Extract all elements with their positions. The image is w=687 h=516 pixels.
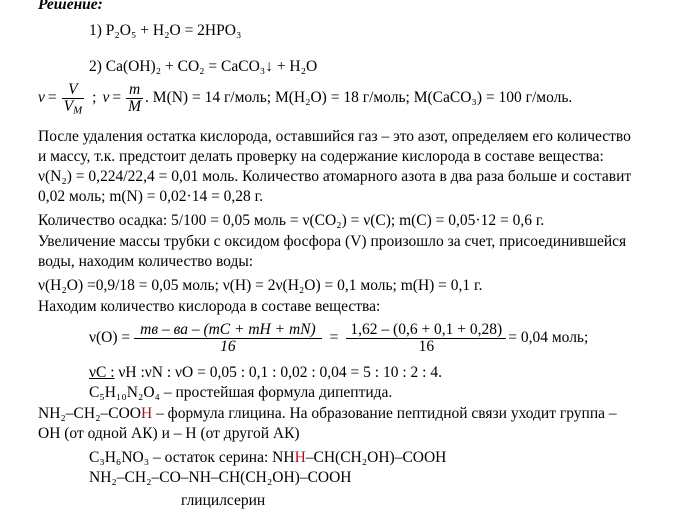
oxygen-denominator-1: 16 bbox=[220, 337, 236, 355]
equation-2: 2) Ca(OH)₂ + CO₂ = CaCO₃↓ + H₂O bbox=[89, 58, 318, 75]
fraction-v-over-vm bbox=[62, 82, 85, 115]
paragraph-3-line-4: Находим количество кислорода в составе вещества: bbox=[38, 298, 381, 315]
ratio-nu-c: νC : bbox=[89, 364, 115, 381]
oxygen-denominator-2: 16 bbox=[418, 337, 435, 355]
nu-symbol-2: ν bbox=[102, 89, 110, 106]
nu-symbol: ν bbox=[38, 89, 45, 106]
dipeptide-formula: NH₂–CH₂–CO–NH–CH(CH₂OH)–COOH bbox=[89, 469, 352, 486]
oxygen-equation bbox=[89, 318, 588, 358]
fraction-denominator-M: M bbox=[128, 97, 142, 115]
paragraph-1-line-1: После удаления остатка кислорода, оставшийся газ – это азот, определяем его количество bbox=[38, 128, 631, 145]
equation-1: 1) P₂O₅ + H₂O = 2HPO₃ bbox=[89, 22, 242, 39]
fraction-numerator-m: m bbox=[126, 82, 143, 99]
simplest-formula: C₅H₁₀N₂O₄ – простейшая формула дипептида. bbox=[89, 384, 393, 401]
oxygen-numerator-2: 1,62 – (0,6 + 0,1 + 0,28) bbox=[346, 322, 506, 339]
highlighted-h: H bbox=[140, 405, 153, 422]
highlighted-h-serine: H bbox=[294, 449, 306, 466]
equals-sign: = bbox=[47, 89, 57, 106]
serine-line: C₃H₆NO₃ – остаток серина: NHH–CH(CH₂OH)–COOH bbox=[89, 449, 447, 466]
fraction-m-over-m bbox=[126, 82, 143, 115]
oxygen-fraction-1 bbox=[134, 322, 322, 355]
separator: ; bbox=[92, 89, 97, 106]
paragraph-1-line-3: ν(N₂) = 0,224/22,4 = 0,01 моль. Количество атомарного азота в два раза больше и составит bbox=[38, 168, 632, 185]
fraction-numerator-v: V bbox=[62, 82, 85, 99]
solution-heading: Решение: bbox=[38, 0, 103, 13]
dipeptide-name: глицилсерин bbox=[181, 492, 266, 509]
paragraph-3-line-1: Увеличение массы трубки с оксидом фосфора (V) произошло за счет, присоединившейся bbox=[38, 233, 627, 250]
oxygen-numerator-1: тв – ва – (mC + mH + mN) bbox=[134, 322, 322, 339]
paragraph-1-line-2: и массу, т.к. предстоит делать проверку на содержание кислорода в составе вещества: bbox=[38, 148, 604, 165]
glycine-line-2: OH (от одной АК) и – H (от другой АК) bbox=[38, 425, 300, 442]
precipitate-line: Количество осадка: 5/100 = 0,05 моль = ν(CO₂) = ν(C); m(C) = 0,05·12 = 0,6 г. bbox=[38, 212, 545, 229]
molar-masses: . M(N) = 14 г/моль; M(H₂O) = 18 г/моль; M(CaCO₃) = 100 г/моль. bbox=[145, 89, 573, 106]
ratio-rest: νH :νN : νO = 0,05 : 0,1 : 0,02 : 0,04 = 5 : 10 : 2 : 4. bbox=[114, 364, 442, 381]
paragraph-3-line-3: ν(H₂O) =0,9/18 = 0,05 моль; ν(H) = 2ν(H₂O) = 0,1 моль; m(H) = 0,1 г. bbox=[38, 277, 483, 294]
fraction-denominator-vm: $V_M$ bbox=[63, 97, 83, 117]
oxygen-lhs: ν(O) = bbox=[89, 329, 131, 346]
glycine-line-1: NH₂–CH₂–COOH – формула глицина. На образование пептидной связи уходит группа – bbox=[38, 405, 617, 422]
oxygen-fraction-2 bbox=[346, 322, 506, 355]
ratio-line bbox=[89, 364, 442, 382]
oxygen-result: = 0,04 моль; bbox=[508, 329, 589, 346]
paragraph-3-line-2: воды, находим количество воды: bbox=[38, 253, 254, 270]
equals-sign-2: = bbox=[112, 89, 122, 106]
paragraph-1-line-4: 0,02 моль; m(N) = 0,02·14 = 0,28 г. bbox=[38, 188, 264, 205]
oxygen-equals: = bbox=[329, 329, 339, 346]
formula-line bbox=[38, 78, 572, 118]
